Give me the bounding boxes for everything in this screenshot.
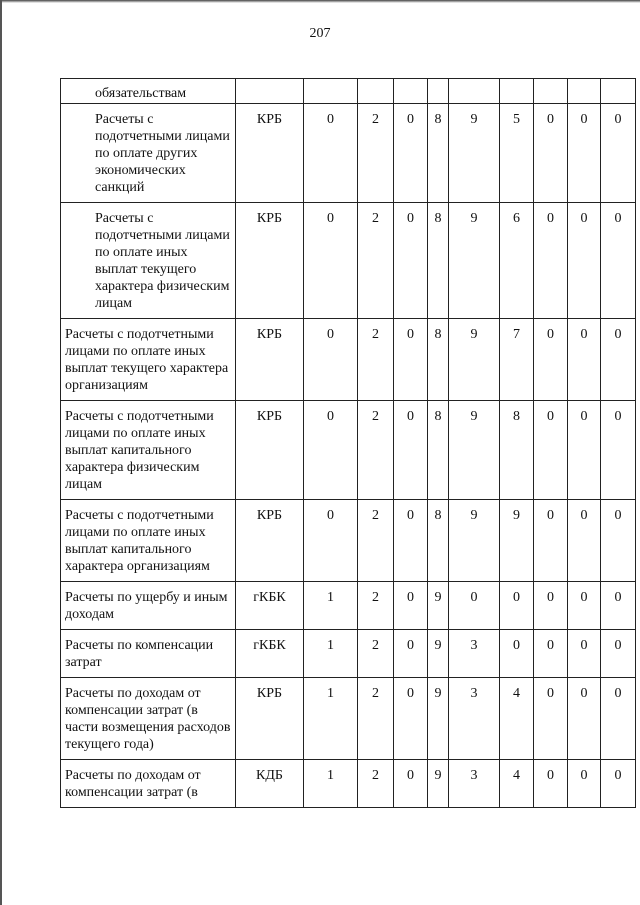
code-digit: 0 bbox=[394, 500, 428, 582]
code-digit: 0 bbox=[568, 760, 601, 808]
row-name: Расчеты с подотчетными лицами по оплате иных выплат текущего характера физическим лицам bbox=[61, 203, 236, 319]
code-digit: 9 bbox=[449, 104, 500, 203]
row-type: КРБ bbox=[236, 401, 304, 500]
code-digit: 0 bbox=[601, 203, 636, 319]
row-type: гКБК bbox=[236, 582, 304, 630]
code-digit: 0 bbox=[568, 500, 601, 582]
code-digit: 8 bbox=[428, 319, 449, 401]
code-digit: 0 bbox=[534, 582, 568, 630]
code-digit: 2 bbox=[358, 203, 394, 319]
code-digit: 2 bbox=[358, 401, 394, 500]
code-digit: 0 bbox=[601, 500, 636, 582]
code-digit: 0 bbox=[534, 630, 568, 678]
code-digit: 9 bbox=[428, 630, 449, 678]
code-digit: 2 bbox=[358, 319, 394, 401]
code-digit: 9 bbox=[428, 678, 449, 760]
row-type: КРБ bbox=[236, 500, 304, 582]
code-digit: 0 bbox=[304, 401, 358, 500]
code-digit: 0 bbox=[534, 104, 568, 203]
row-name: Расчеты с подотчетными лицами по оплате других экономических санкций bbox=[61, 104, 236, 203]
code-digit: 0 bbox=[601, 630, 636, 678]
table-row bbox=[61, 630, 636, 678]
code-digit: 0 bbox=[394, 760, 428, 808]
code-digit: 3 bbox=[449, 630, 500, 678]
code-digit: 5 bbox=[500, 104, 534, 203]
code-digit: 0 bbox=[568, 203, 601, 319]
code-digit: 2 bbox=[358, 760, 394, 808]
code-digit: 6 bbox=[500, 203, 534, 319]
code-digit: 1 bbox=[304, 630, 358, 678]
code-digit: 0 bbox=[601, 401, 636, 500]
code-digit: 0 bbox=[534, 401, 568, 500]
code-digit: 4 bbox=[500, 678, 534, 760]
table-row bbox=[61, 401, 636, 500]
code-digit: 0 bbox=[601, 678, 636, 760]
row-name: Расчеты по компенсации затрат bbox=[61, 630, 236, 678]
code-digit: 4 bbox=[500, 760, 534, 808]
code-digit: 0 bbox=[601, 104, 636, 203]
table-row bbox=[61, 319, 636, 401]
code-digit: 0 bbox=[304, 500, 358, 582]
scan-left-edge bbox=[0, 0, 2, 905]
code-digit: 0 bbox=[534, 678, 568, 760]
code-digit: 9 bbox=[449, 203, 500, 319]
code-digit: 3 bbox=[449, 760, 500, 808]
code-digit: 9 bbox=[428, 582, 449, 630]
code-digit: 2 bbox=[358, 582, 394, 630]
code-digit: 0 bbox=[394, 401, 428, 500]
code-digit: 3 bbox=[449, 678, 500, 760]
code-digit: 9 bbox=[449, 319, 500, 401]
code-digit: 0 bbox=[304, 104, 358, 203]
code-digit: 0 bbox=[534, 760, 568, 808]
accounts-table bbox=[60, 78, 636, 808]
table-row bbox=[61, 582, 636, 630]
code-digit: 0 bbox=[534, 319, 568, 401]
code-digit: 9 bbox=[449, 401, 500, 500]
row-type: КРБ bbox=[236, 104, 304, 203]
code-digit: 0 bbox=[568, 678, 601, 760]
code-digit: 0 bbox=[394, 678, 428, 760]
code-digit: 9 bbox=[428, 760, 449, 808]
page-number: 207 bbox=[309, 26, 331, 41]
code-digit: 0 bbox=[394, 203, 428, 319]
code-digit: 1 bbox=[304, 582, 358, 630]
code-digit: 0 bbox=[534, 500, 568, 582]
code-digit: 0 bbox=[449, 582, 500, 630]
code-digit: 0 bbox=[568, 401, 601, 500]
code-digit: 9 bbox=[449, 500, 500, 582]
code-digit: 0 bbox=[500, 630, 534, 678]
code-digit: 0 bbox=[568, 582, 601, 630]
code-digit: 9 bbox=[500, 500, 534, 582]
code-digit: 0 bbox=[568, 319, 601, 401]
row-name: Расчеты по доходам от компенсации затрат (в части возмещения расходов текущего года) bbox=[61, 678, 236, 760]
table-row bbox=[61, 79, 636, 104]
table-row bbox=[61, 678, 636, 760]
code-digit: 0 bbox=[394, 319, 428, 401]
code-digit: 7 bbox=[500, 319, 534, 401]
table-row bbox=[61, 203, 636, 319]
row-name: Расчеты с подотчетными лицами по оплате иных выплат текущего характера организациям bbox=[61, 319, 236, 401]
code-digit: 0 bbox=[601, 760, 636, 808]
scan-top-edge bbox=[0, 0, 640, 3]
code-digit: 8 bbox=[428, 104, 449, 203]
row-name: Расчеты с подотчетными лицами по оплате иных выплат капитального характера физическим лицам bbox=[61, 401, 236, 500]
code-digit: 2 bbox=[358, 500, 394, 582]
code-digit: 8 bbox=[500, 401, 534, 500]
code-digit: 8 bbox=[428, 401, 449, 500]
code-digit: 0 bbox=[601, 582, 636, 630]
row-type: КДБ bbox=[236, 760, 304, 808]
code-digit: 0 bbox=[534, 203, 568, 319]
row-name: Расчеты по ущербу и иным доходам bbox=[61, 582, 236, 630]
table-row bbox=[61, 500, 636, 582]
row-name: Расчеты с подотчетными лицами по оплате иных выплат капитального характера организациям bbox=[61, 500, 236, 582]
row-type: КРБ bbox=[236, 678, 304, 760]
row-type: КРБ bbox=[236, 203, 304, 319]
row-name: обязательствам bbox=[61, 79, 236, 104]
code-digit: 2 bbox=[358, 630, 394, 678]
code-digit: 0 bbox=[304, 319, 358, 401]
row-type: КРБ bbox=[236, 319, 304, 401]
row-type: гКБК bbox=[236, 630, 304, 678]
code-digit: 8 bbox=[428, 500, 449, 582]
table-row bbox=[61, 760, 636, 808]
code-digit: 2 bbox=[358, 104, 394, 203]
code-digit: 1 bbox=[304, 760, 358, 808]
code-digit: 0 bbox=[394, 582, 428, 630]
code-digit: 1 bbox=[304, 678, 358, 760]
code-digit: 0 bbox=[568, 104, 601, 203]
code-digit: 0 bbox=[500, 582, 534, 630]
code-digit: 0 bbox=[394, 104, 428, 203]
code-digit: 8 bbox=[428, 203, 449, 319]
code-digit: 0 bbox=[394, 630, 428, 678]
row-name: Расчеты по доходам от компенсации затрат (в bbox=[61, 760, 236, 808]
code-digit: 0 bbox=[568, 630, 601, 678]
code-digit: 0 bbox=[304, 203, 358, 319]
code-digit: 0 bbox=[601, 319, 636, 401]
table-row bbox=[61, 104, 636, 203]
code-digit: 2 bbox=[358, 678, 394, 760]
